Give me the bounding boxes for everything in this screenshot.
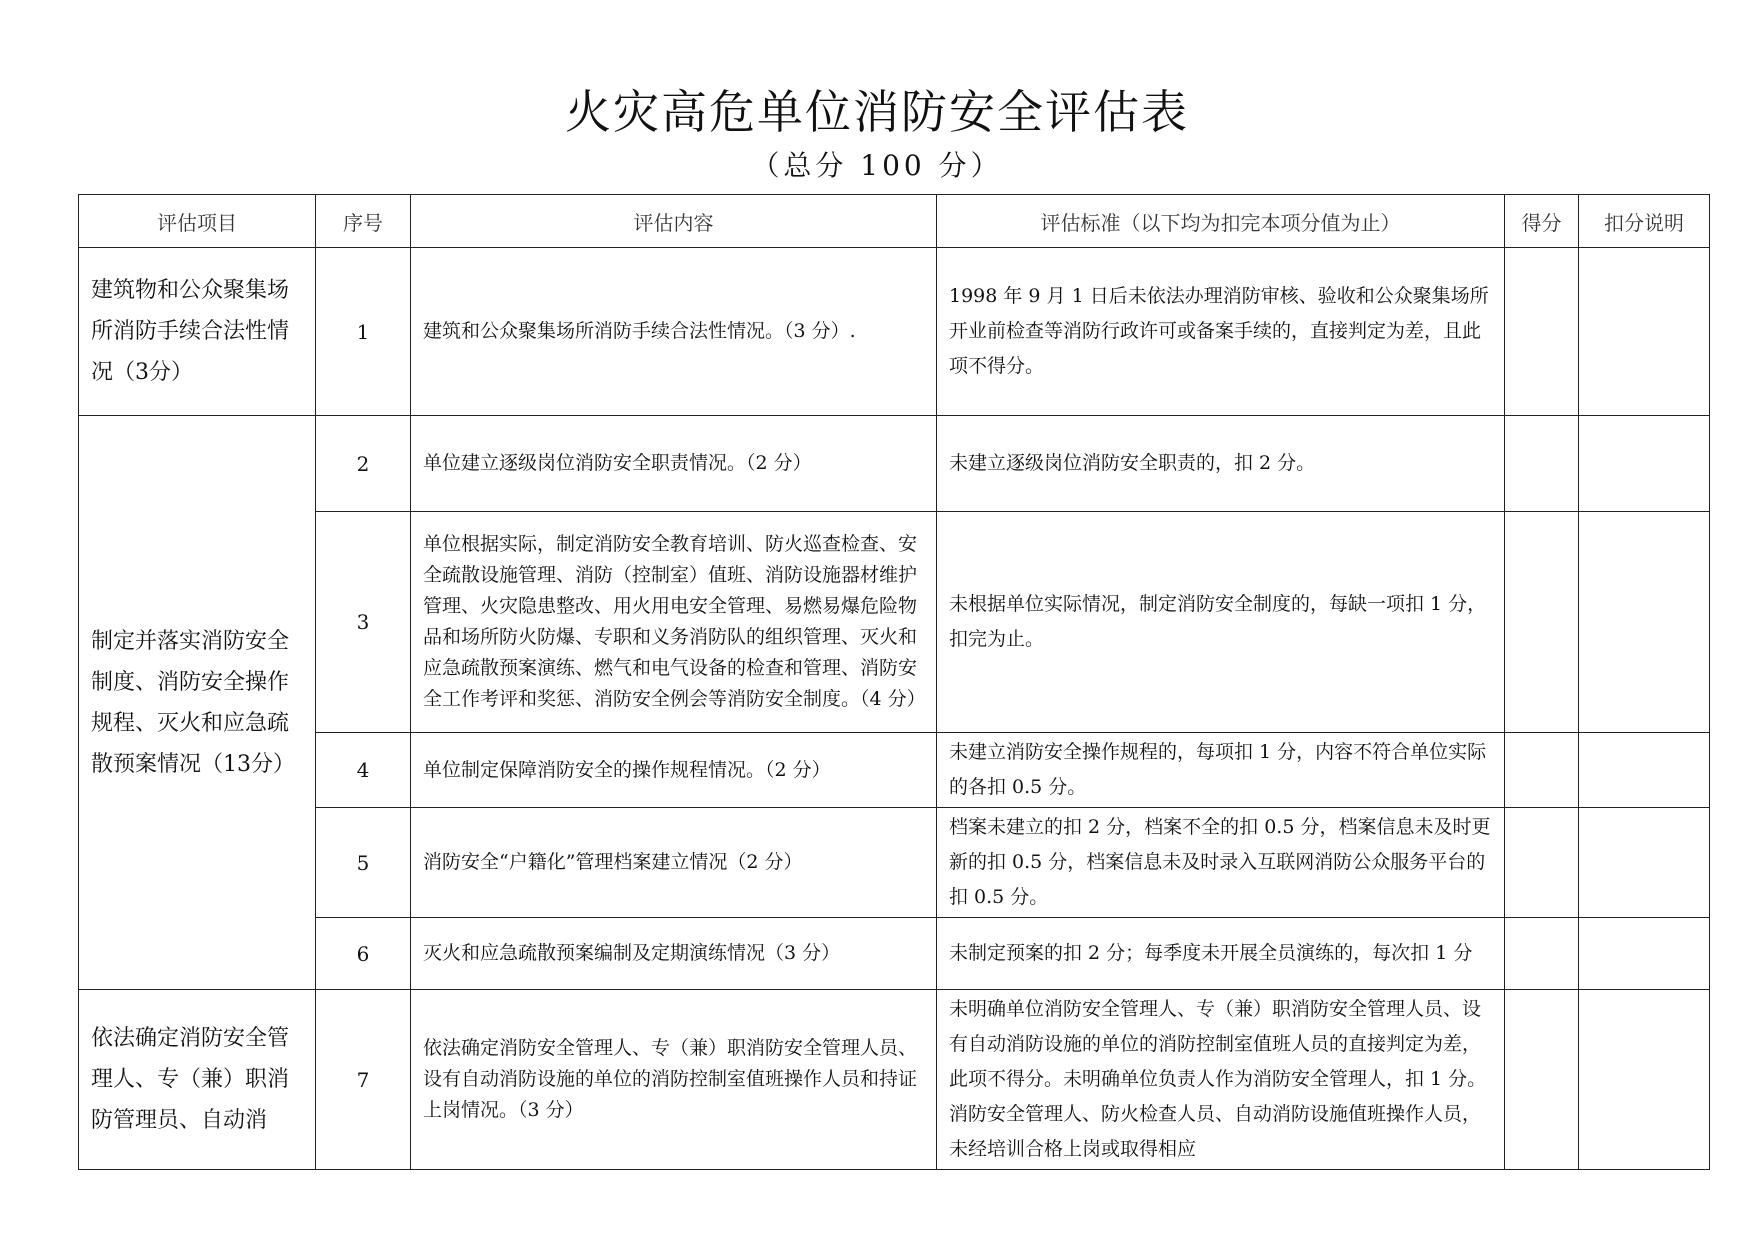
standard-cell: 未明确单位消防安全管理人、专（兼）职消防安全管理人员、设有自动消防设施的单位的消防控制室值班人员的直接判定为差，此项不得分。未明确单位负责人作为消防安全管理人，扣 1 分。消防安全管理人、防火检查人员、自动消防设施值班操作人员，未经培训合格上岗或取得相应 <box>937 990 1505 1170</box>
content-cell: 灭火和应急疏散预案编制及定期演练情况（3 分） <box>411 918 937 990</box>
standard-cell: 未建立逐级岗位消防安全职责的，扣 2 分。 <box>937 416 1505 512</box>
table-row <box>79 918 1710 990</box>
standard-cell: 未根据单位实际情况，制定消防安全制度的，每缺一项扣 1 分，扣完为止。 <box>937 512 1505 733</box>
deduction-note-cell[interactable] <box>1579 248 1710 416</box>
table-row <box>79 990 1710 1170</box>
row-number: 7 <box>316 990 411 1170</box>
header-no: 序号 <box>316 195 411 248</box>
table-row <box>79 733 1710 808</box>
content-cell: 建筑和公众聚集场所消防手续合法性情况。（3 分）. <box>411 248 937 416</box>
page-title: 火灾高危单位消防安全评估表 <box>565 85 1189 139</box>
score-cell[interactable] <box>1505 248 1579 416</box>
score-cell[interactable] <box>1505 733 1579 808</box>
header-item: 评估项目 <box>79 195 316 248</box>
item-cell: 依法确定消防安全管理人、专（兼）职消防管理员、自动消 <box>79 990 316 1170</box>
deduction-note-cell[interactable] <box>1579 808 1710 918</box>
score-cell[interactable] <box>1505 990 1579 1170</box>
content-cell: 单位制定保障消防安全的操作规程情况。（2 分） <box>411 733 937 808</box>
row-number: 3 <box>316 512 411 733</box>
score-cell[interactable] <box>1505 918 1579 990</box>
table-row <box>79 512 1710 733</box>
content-cell: 消防安全“户籍化”管理档案建立情况（2 分） <box>411 808 937 918</box>
header-note: 扣分说明 <box>1579 195 1710 248</box>
row-number: 6 <box>316 918 411 990</box>
score-cell[interactable] <box>1505 416 1579 512</box>
item-cell: 制定并落实消防安全制度、消防安全操作规程、灭火和应急疏散预案情况（13分） <box>79 416 316 990</box>
score-cell[interactable] <box>1505 808 1579 918</box>
standard-cell: 未制定预案的扣 2 分；每季度未开展全员演练的，每次扣 1 分 <box>937 918 1505 990</box>
standard-cell: 1998 年 9 月 1 日后未依法办理消防审核、验收和公众聚集场所开业前检查等消防行政许可或备案手续的，直接判定为差，且此项不得分。 <box>937 248 1505 416</box>
header-score: 得分 <box>1505 195 1579 248</box>
header-content: 评估内容 <box>411 195 937 248</box>
item-cell: 建筑物和公众聚集场所消防手续合法性情况（3分） <box>79 248 316 416</box>
deduction-note-cell[interactable] <box>1579 512 1710 733</box>
content-cell: 单位根据实际，制定消防安全教育培训、防火巡查检查、安全疏散设施管理、消防（控制室）值班、消防设施器材维护管理、火灾隐患整改、用火用电安全管理、易燃易爆危险物品和场所防火防爆、专职和义务消防队的组织管理、灭火和应急疏散预案演练、燃气和电气设备的检查和管理、消防安全工作考评和奖惩、消防安全例会等消防安全制度。（4 分） <box>411 512 937 733</box>
table-header-row <box>79 195 1710 248</box>
deduction-note-cell[interactable] <box>1579 918 1710 990</box>
standard-cell: 未建立消防安全操作规程的，每项扣 1 分，内容不符合单位实际的各扣 0.5 分。 <box>937 733 1505 808</box>
page-subtitle: （总分 100 分） <box>751 149 1003 182</box>
row-number: 4 <box>316 733 411 808</box>
deduction-note-cell[interactable] <box>1579 416 1710 512</box>
deduction-note-cell[interactable] <box>1579 733 1710 808</box>
score-cell[interactable] <box>1505 512 1579 733</box>
row-number: 2 <box>316 416 411 512</box>
table-row <box>79 416 1710 512</box>
row-number: 5 <box>316 808 411 918</box>
standard-cell: 档案未建立的扣 2 分，档案不全的扣 0.5 分，档案信息未及时更新的扣 0.5 分，档案信息未及时录入互联网消防公众服务平台的扣 0.5 分。 <box>937 808 1505 918</box>
row-number: 1 <box>316 248 411 416</box>
table-row <box>79 808 1710 918</box>
content-cell: 依法确定消防安全管理人、专（兼）职消防安全管理人员、设有自动消防设施的单位的消防控制室值班操作人员和持证上岗情况。（3 分） <box>411 990 937 1170</box>
header-standard: 评估标准（以下均为扣完本项分值为止） <box>937 195 1505 248</box>
deduction-note-cell[interactable] <box>1579 990 1710 1170</box>
content-cell: 单位建立逐级岗位消防安全职责情况。（2 分） <box>411 416 937 512</box>
assessment-table <box>78 194 1710 1170</box>
table-row <box>79 248 1710 416</box>
